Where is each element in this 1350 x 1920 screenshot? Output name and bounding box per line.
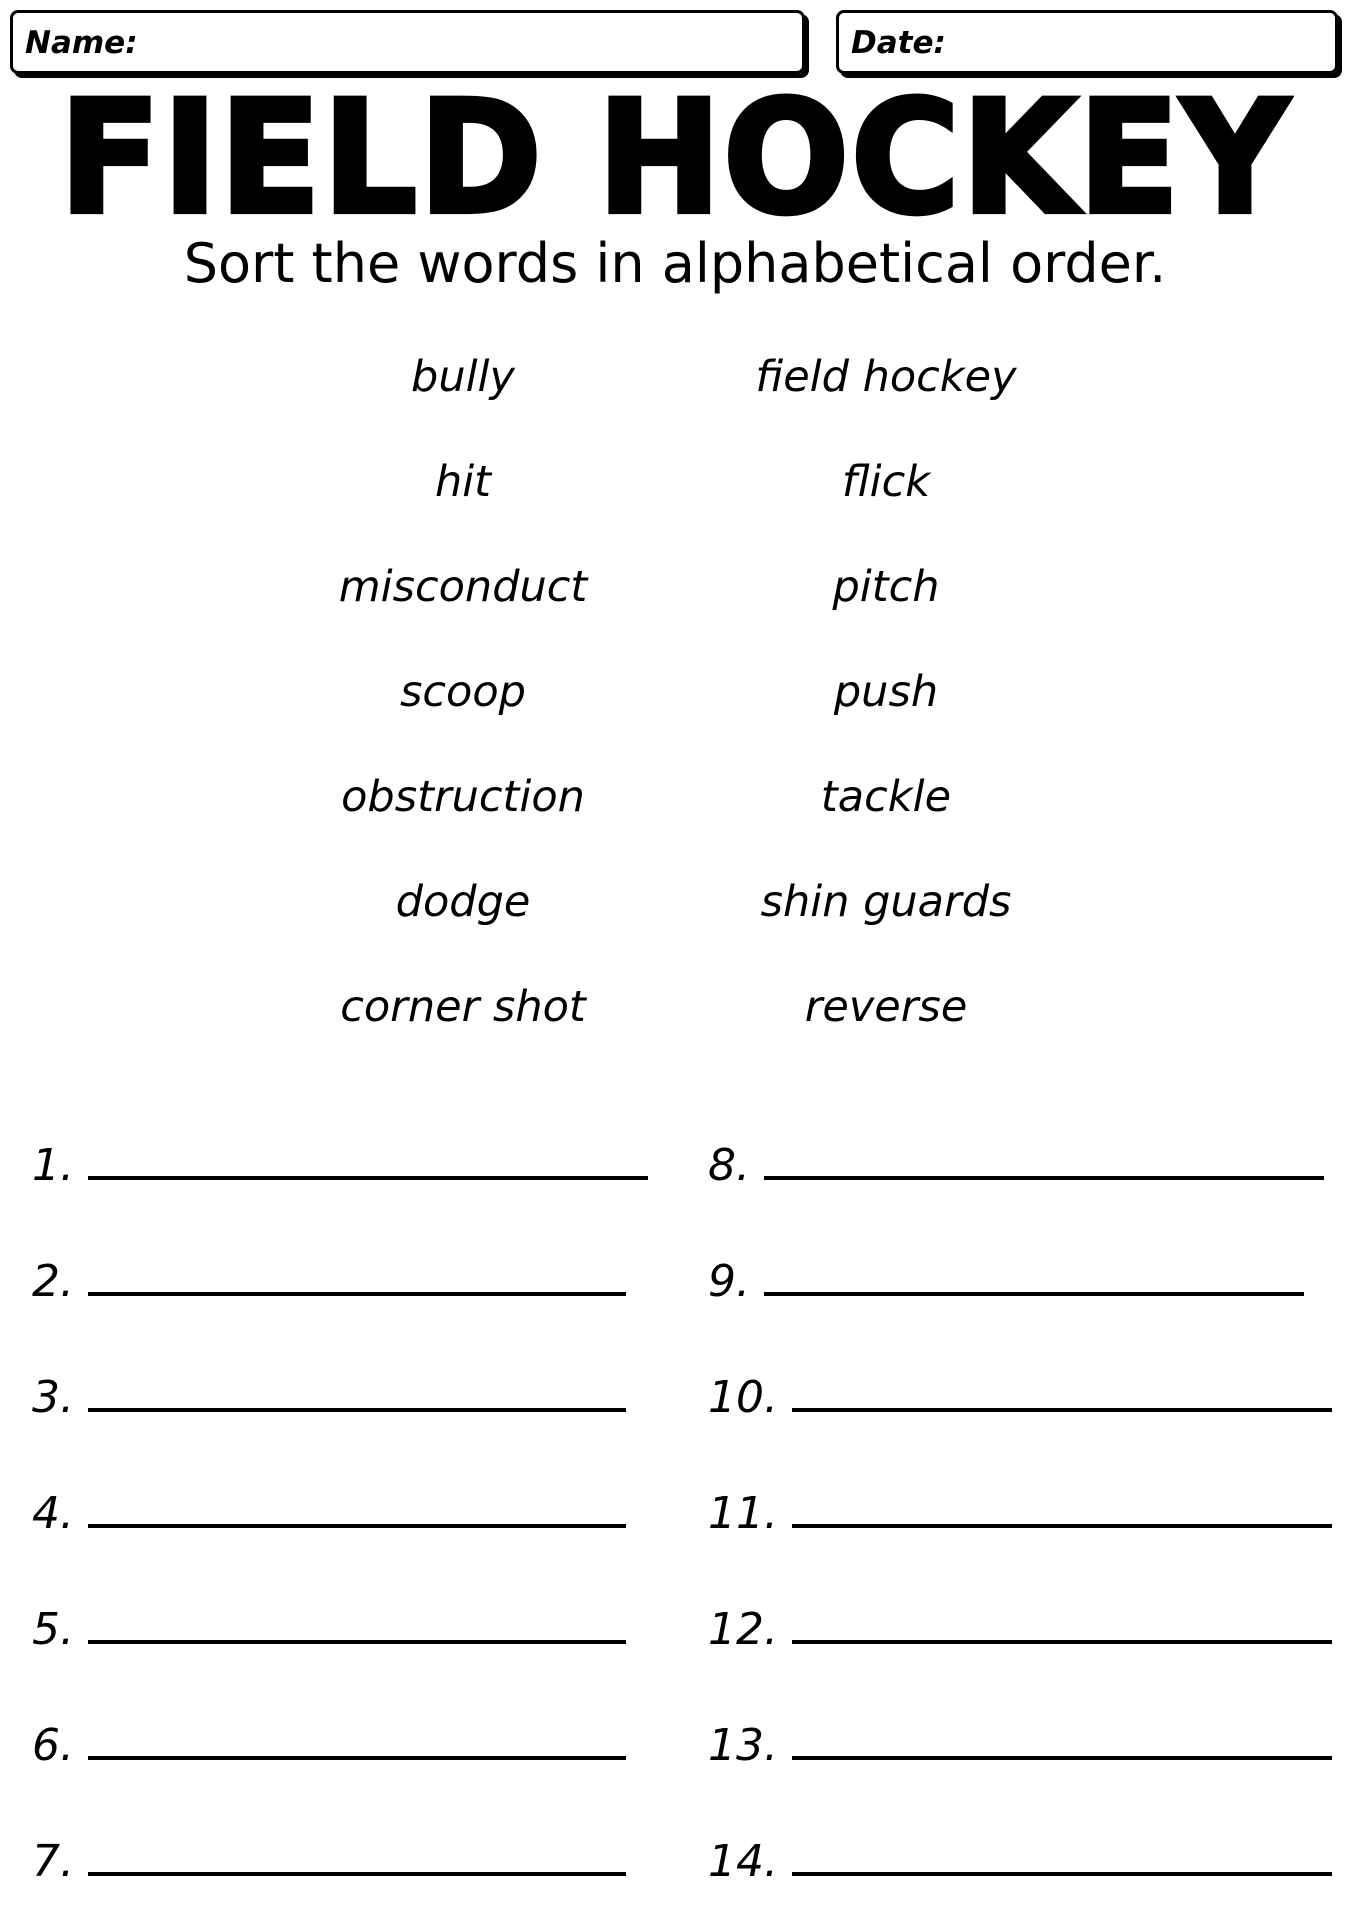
answer-number: 9. bbox=[708, 1256, 750, 1307]
answer-row bbox=[32, 1368, 626, 1423]
answer-line[interactable] bbox=[88, 1368, 626, 1412]
answer-number: 7. bbox=[32, 1836, 74, 1887]
answer-row bbox=[32, 1484, 626, 1539]
answer-row bbox=[708, 1600, 1332, 1655]
answer-row bbox=[32, 1136, 648, 1191]
answer-line[interactable] bbox=[764, 1136, 1324, 1180]
answer-line[interactable] bbox=[764, 1252, 1304, 1296]
answer-number: 14. bbox=[708, 1836, 778, 1887]
answer-number: 1. bbox=[32, 1140, 74, 1191]
answer-number: 11. bbox=[708, 1488, 778, 1539]
answer-row bbox=[708, 1832, 1332, 1887]
instruction-text: Sort the words in alphabetical order. bbox=[183, 232, 1167, 295]
answer-row bbox=[32, 1252, 626, 1307]
date-label: Date: bbox=[851, 25, 946, 61]
word-bank-item: flick bbox=[841, 457, 931, 507]
word-bank-item: bully bbox=[411, 352, 515, 402]
answer-line[interactable] bbox=[792, 1600, 1332, 1644]
answer-row bbox=[708, 1252, 1304, 1307]
word-bank-item: tackle bbox=[820, 772, 952, 822]
word-bank-item: push bbox=[833, 667, 939, 717]
word-bank-item: field hockey bbox=[755, 352, 1017, 402]
answer-number: 3. bbox=[32, 1372, 74, 1423]
word-bank-item: pitch bbox=[832, 562, 940, 612]
answer-line[interactable] bbox=[792, 1716, 1332, 1760]
answer-line[interactable] bbox=[88, 1716, 626, 1760]
answer-number: 5. bbox=[32, 1604, 74, 1655]
name-label: Name: bbox=[25, 25, 138, 61]
answer-row bbox=[32, 1832, 626, 1887]
word-bank-item: corner shot bbox=[340, 982, 586, 1032]
word-bank-item: obstruction bbox=[341, 772, 585, 822]
date-field[interactable] bbox=[836, 10, 1338, 74]
word-bank-item: dodge bbox=[395, 877, 531, 927]
answer-row bbox=[708, 1716, 1332, 1771]
answer-number: 8. bbox=[708, 1140, 750, 1191]
answer-line[interactable] bbox=[88, 1252, 626, 1296]
word-bank-item: scoop bbox=[400, 667, 526, 717]
answer-number: 4. bbox=[32, 1488, 74, 1539]
answer-number: 12. bbox=[708, 1604, 778, 1655]
answer-line[interactable] bbox=[792, 1368, 1332, 1412]
word-bank-item: shin guards bbox=[760, 877, 1012, 927]
answer-line[interactable] bbox=[792, 1832, 1332, 1876]
answer-row bbox=[32, 1716, 626, 1771]
answer-row bbox=[708, 1136, 1324, 1191]
answer-number: 10. bbox=[708, 1372, 778, 1423]
answer-line[interactable] bbox=[88, 1600, 626, 1644]
word-bank-item: reverse bbox=[804, 982, 968, 1032]
word-bank-item: hit bbox=[434, 457, 492, 507]
answer-number: 13. bbox=[708, 1720, 778, 1771]
answer-line[interactable] bbox=[792, 1484, 1332, 1528]
word-bank-item: misconduct bbox=[338, 562, 588, 612]
answer-line[interactable] bbox=[88, 1136, 648, 1180]
answer-line[interactable] bbox=[88, 1484, 626, 1528]
answer-number: 2. bbox=[32, 1256, 74, 1307]
answer-row bbox=[32, 1600, 626, 1655]
answer-line[interactable] bbox=[88, 1832, 626, 1876]
name-field[interactable] bbox=[10, 10, 805, 74]
answer-row bbox=[708, 1368, 1332, 1423]
page-title: FIELD HOCKEY bbox=[59, 67, 1291, 249]
answer-number: 6. bbox=[32, 1720, 74, 1771]
answer-row bbox=[708, 1484, 1332, 1539]
